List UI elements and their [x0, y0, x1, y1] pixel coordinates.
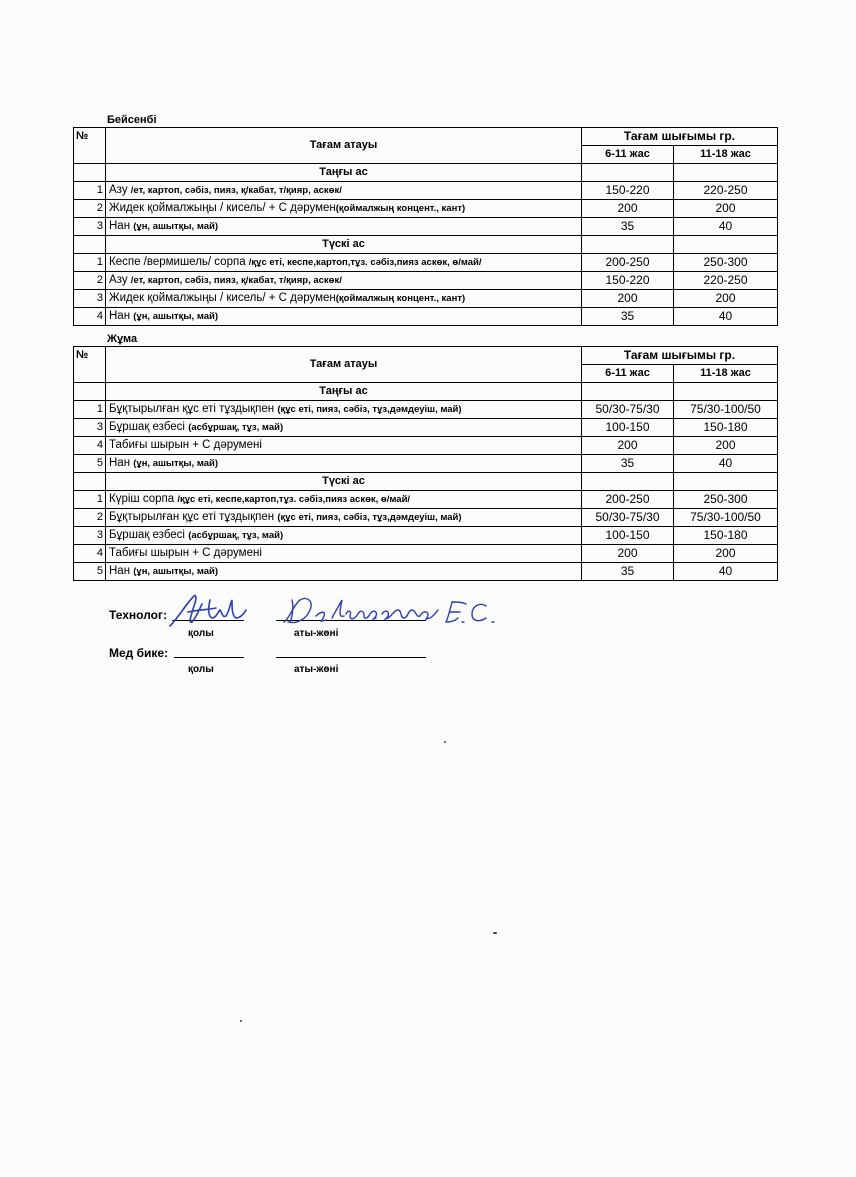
yield-6-11: 150-220 [582, 272, 674, 290]
dish-name: Нан (ұн, ашытқы, май) [106, 455, 582, 473]
col-header-number: № [74, 347, 106, 383]
yield-6-11: 50/30-75/30 [582, 401, 674, 419]
yield-11-18: 150-180 [674, 419, 778, 437]
meal-title: Түскі ас [106, 473, 582, 491]
yield-6-11: 100-150 [582, 527, 674, 545]
row-number: 1 [74, 254, 106, 272]
yield-11-18: 200 [674, 290, 778, 308]
dish-name: Жидек қоймалжыңы / кисель/ + С дәрумен(қоймалжың концент., кант) [106, 200, 582, 218]
table-row [74, 419, 778, 437]
yield-11-18: 200 [674, 200, 778, 218]
dish-name: Нан (ұн, ашытқы, май) [106, 563, 582, 581]
yield-6-11: 200 [582, 437, 674, 455]
dish-name: Азу /ет, картоп, сәбіз, пияз, қ/кабат, т/қияр, аскөк/ [106, 182, 582, 200]
meal-title: Түскі ас [106, 236, 582, 254]
dish-name: Бұршақ езбесі (асбұршақ, тұз, май) [106, 419, 582, 437]
name-caption: аты-жөні [294, 664, 339, 675]
col-header-dish-name: Тағам атауы [106, 347, 582, 383]
dish-name: Бұршақ езбесі (асбұршақ, тұз, май) [106, 527, 582, 545]
dish-name: Бұқтырылған құс еті тұздықпен (құс еті, пияз, сәбіз, тұз,дәмдеуіш, май) [106, 509, 582, 527]
nurse-label: Мед бике: [109, 646, 169, 660]
dish-name: Азу /ет, картоп, сәбіз, пияз, қ/кабат, т/қияр, аскөк/ [106, 272, 582, 290]
meal-row-lunch [74, 473, 778, 491]
day-title: Бейсенбі [107, 114, 157, 126]
yield-11-18: 200 [674, 545, 778, 563]
technologist-label: Технолог: [109, 608, 167, 622]
yield-6-11: 200 [582, 545, 674, 563]
row-number: 4 [74, 308, 106, 326]
row-number: 2 [74, 272, 106, 290]
dish-name: Нан (ұн, ашытқы, май) [106, 308, 582, 326]
yield-11-18: 40 [674, 218, 778, 236]
col-header-age-11-18: 11-18 жас [674, 365, 778, 383]
table-row [74, 401, 778, 419]
row-number: 4 [74, 545, 106, 563]
table-row [74, 455, 778, 473]
col-header-age-6-11: 6-11 жас [582, 146, 674, 164]
name-caption: аты-жөні [294, 628, 339, 639]
yield-11-18: 75/30-100/50 [674, 509, 778, 527]
table-row [74, 272, 778, 290]
meal-row-lunch [74, 236, 778, 254]
table-row [74, 218, 778, 236]
yield-11-18: 200 [674, 437, 778, 455]
table-row [74, 182, 778, 200]
yield-11-18: 220-250 [674, 182, 778, 200]
table-row [74, 527, 778, 545]
dish-name: Табиғы шырын + С дәрумені [106, 437, 582, 455]
yield-6-11: 150-220 [582, 182, 674, 200]
yield-6-11: 35 [582, 308, 674, 326]
meal-row-breakfast [74, 164, 778, 182]
table-row [74, 563, 778, 581]
col-header-age-11-18: 11-18 жас [674, 146, 778, 164]
yield-11-18: 40 [674, 308, 778, 326]
dish-name: Жидек қоймалжыңы / кисель/ + С дәрумен(қоймалжың концент., кант) [106, 290, 582, 308]
dish-name: Күріш сорпа /құс еті, кеспе,картоп,тұз. сәбіз,пияз аскөк, ө/май/ [106, 491, 582, 509]
table-row [74, 200, 778, 218]
dish-name: Кеспе /вермишель/ сорпа /құс еті, кеспе,картоп,тұз. сәбіз,пияз аскөк, ө/май/ [106, 254, 582, 272]
table-row [74, 491, 778, 509]
scan-speck [240, 1020, 242, 1022]
row-number: 2 [74, 200, 106, 218]
yield-6-11: 50/30-75/30 [582, 509, 674, 527]
table-row [74, 437, 778, 455]
dish-name: Табиғы шырын + С дәрумені [106, 545, 582, 563]
sign-caption: қолы [188, 664, 214, 675]
yield-6-11: 35 [582, 563, 674, 581]
meal-title: Таңғы ас [106, 383, 582, 401]
scan-speck [444, 741, 446, 743]
header-row [74, 347, 778, 365]
yield-11-18: 150-180 [674, 527, 778, 545]
technologist-signature [166, 590, 256, 632]
yield-6-11: 200-250 [582, 254, 674, 272]
row-number: 1 [74, 182, 106, 200]
yield-6-11: 200-250 [582, 491, 674, 509]
row-number: 1 [74, 401, 106, 419]
menu-table-thursday [73, 127, 778, 326]
menu-table-friday [73, 346, 778, 581]
nurse-name-line [276, 657, 426, 658]
yield-11-18: 40 [674, 455, 778, 473]
sign-caption: қолы [188, 628, 214, 639]
yield-6-11: 200 [582, 290, 674, 308]
header-row [74, 128, 778, 146]
yield-6-11: 100-150 [582, 419, 674, 437]
yield-11-18: 220-250 [674, 272, 778, 290]
scan-speck [493, 932, 497, 934]
col-header-age-6-11: 6-11 жас [582, 365, 674, 383]
row-number: 2 [74, 509, 106, 527]
table-row [74, 545, 778, 563]
col-header-yield: Тағам шығымы гр. [582, 347, 778, 365]
table-row [74, 254, 778, 272]
row-number: 1 [74, 491, 106, 509]
technologist-name-handwritten [280, 592, 510, 632]
yield-6-11: 35 [582, 455, 674, 473]
row-number: 4 [74, 437, 106, 455]
col-header-number: № [74, 128, 106, 164]
row-number: 3 [74, 419, 106, 437]
yield-6-11: 35 [582, 218, 674, 236]
dish-name: Бұқтырылған құс еті тұздықпен (құс еті, пияз, сәбіз, тұз,дәмдеуіш, май) [106, 401, 582, 419]
yield-11-18: 40 [674, 563, 778, 581]
table-row [74, 308, 778, 326]
table-row [74, 290, 778, 308]
yield-6-11: 200 [582, 200, 674, 218]
yield-11-18: 75/30-100/50 [674, 401, 778, 419]
col-header-yield: Тағам шығымы гр. [582, 128, 778, 146]
meal-row-breakfast [74, 383, 778, 401]
meal-title: Таңғы ас [106, 164, 582, 182]
col-header-dish-name: Тағам атауы [106, 128, 582, 164]
yield-11-18: 250-300 [674, 254, 778, 272]
row-number: 5 [74, 455, 106, 473]
row-number: 3 [74, 290, 106, 308]
dish-name: Нан (ұн, ашытқы, май) [106, 218, 582, 236]
row-number: 5 [74, 563, 106, 581]
table-row [74, 509, 778, 527]
row-number: 3 [74, 527, 106, 545]
row-number: 3 [74, 218, 106, 236]
yield-11-18: 250-300 [674, 491, 778, 509]
nurse-sign-line [174, 657, 244, 658]
day-title: Жұма [107, 333, 138, 345]
